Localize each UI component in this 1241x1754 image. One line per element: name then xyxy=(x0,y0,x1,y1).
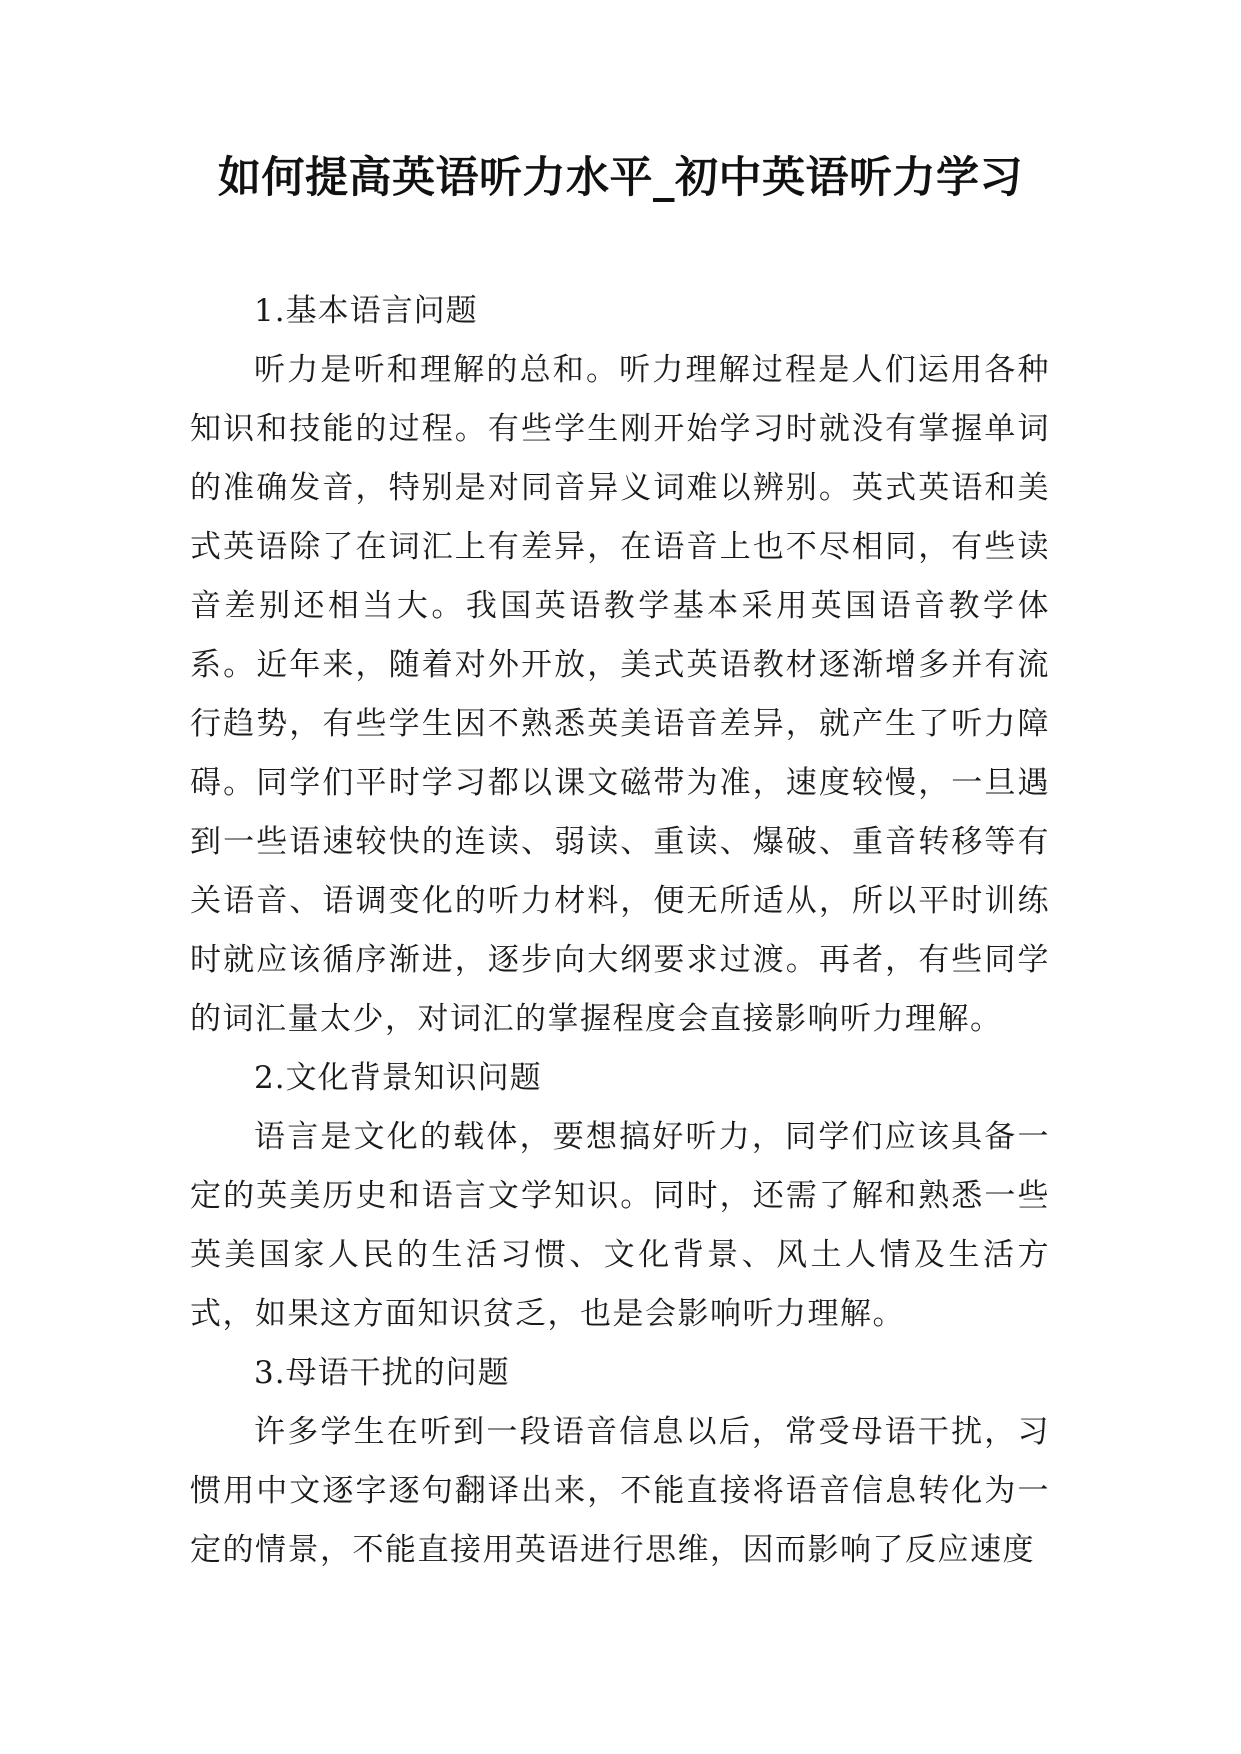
document-title: 如何提高英语听力水平_初中英语听力学习 xyxy=(218,153,1023,203)
section-heading-2: 2.文化背景知识问题 xyxy=(254,1060,542,1096)
document-body xyxy=(190,282,1050,1580)
section-2-paragraph: 语言是文化的载体，要想搞好听力，同学们应该具备一定的英美历史和语言文学知识。同时，还需了解和熟悉一些英美国家人民的生活习惯、文化背景、风土人情及生活方式，如果这方面知识贫乏，也是会影响听力理解。 xyxy=(190,1119,1050,1332)
section-1-paragraph: 听力是听和理解的总和。听力理解过程是人们运用各种知识和技能的过程。有些学生刚开始学习时就没有掌握单词的准确发音，特别是对同音异义词难以辨别。英式英语和美式英语除了在词汇上有差异，在语音上也不尽相同，有些读音差别还相当大。我国英语教学基本采用英国语音教学体系。近年来，随着对外开放，美式英语教材逐渐增多并有流行趋势，有些学生因不熟悉英美语音差异，就产生了听力障碍。同学们平时学习都以课文磁带为准，速度较慢，一旦遇到一些语速较快的连读、弱读、重读、爆破、重音转移等有关语音、语调变化的听力材料，便无所适从，所以平时训练时就应该循序渐进，逐步向大纲要求过渡。再者，有些同学的词汇量太少，对词汇的掌握程度会直接影响听力理解。 xyxy=(190,352,1050,1037)
section-3-paragraph: 许多学生在听到一段语音信息以后，常受母语干扰，习惯用中文逐字逐句翻译出来，不能直接将语音信息转化为一定的情景，不能直接用英语进行思维，因而影响了反应速度 xyxy=(190,1414,1050,1568)
section-heading-1: 1.基本语言问题 xyxy=(254,293,478,329)
section-heading-3: 3.母语干扰的问题 xyxy=(254,1355,510,1391)
